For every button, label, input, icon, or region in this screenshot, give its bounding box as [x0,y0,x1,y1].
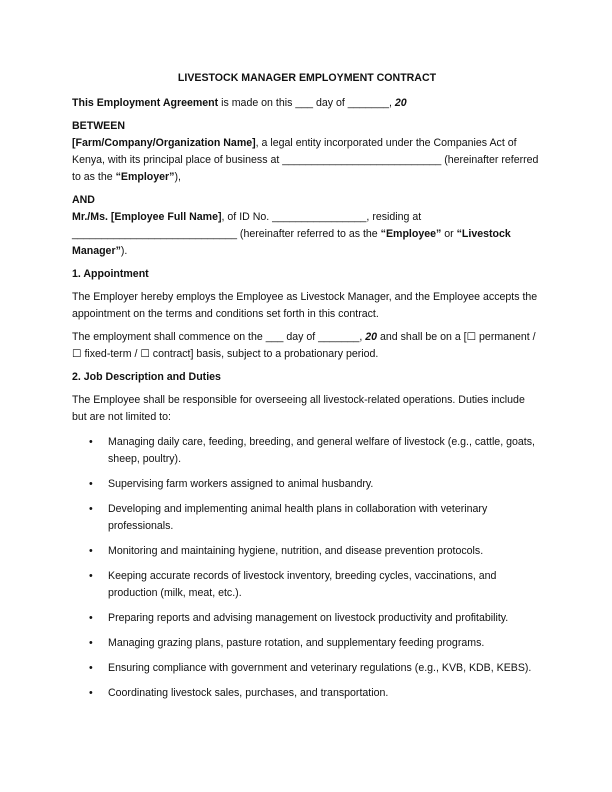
employee-name: Mr./Ms. [Employee Full Name] [72,211,222,223]
bullet-icon: • [89,503,93,515]
section-1-para-2 [72,329,542,363]
bullet-icon: • [89,570,93,582]
employee-text-1: , of ID No. ________________, residing at ____________________________ (hereinafter referred to as the [72,211,422,240]
list-item [72,635,542,652]
list-item [72,543,542,560]
duty-text: Monitoring and maintaining hygiene, nutrition, and disease prevention protocols. [108,545,484,557]
section-2-intro: The Employee shall be responsible for overseeing all livestock-related operations. Duties include but are not limited to: [72,394,525,423]
list-item [72,610,542,627]
between-heading: BETWEEN [72,120,125,132]
employee-defined-1: “Employee” [380,228,442,240]
section-1-para-1: The Employer hereby employs the Employee as Livestock Manager, and the Employee accepts the appointment on the terms and conditions set forth in this contract. [72,291,538,320]
duty-text: Supervising farm workers assigned to animal husbandry. [108,478,374,490]
duty-text: Managing daily care, feeding, breeding, and general welfare of livestock (e.g., cattle, goats, sheep, poultry). [108,436,535,465]
list-item [72,434,542,468]
employer-defined: “Employer” [115,171,175,183]
employee-text-3: ). [120,245,128,257]
employer-text-2: ), [174,171,181,183]
bullet-icon: • [89,436,93,448]
employee-paragraph [72,209,542,260]
intro-paragraph [72,95,542,112]
intro-year: 20 [394,97,407,109]
section-1-heading: 1. Appointment [72,268,149,280]
list-item [72,685,542,702]
document-title: LIVESTOCK MANAGER EMPLOYMENT CONTRACT [177,72,437,84]
bullet-icon: • [89,662,93,674]
employer-text-1: , a legal entity incorporated under the Companies Act of Kenya, with its principal place of business at ___________________________ (hereinafter referred to as the [72,137,539,183]
and-heading: AND [72,194,95,206]
employee-text-2: or [441,228,457,240]
bullet-icon: • [89,637,93,649]
intro-bold: This Employment Agreement [72,97,219,109]
bullet-icon: • [89,687,93,699]
duty-text: Ensuring compliance with government and veterinary regulations (e.g., KVB, KDB, KEBS). [108,662,532,674]
duty-text: Keeping accurate records of livestock inventory, breeding cycles, vaccinations, and production (milk, meat, etc.). [108,570,497,599]
bullet-icon: • [89,478,93,490]
duty-text: Preparing reports and advising management on livestock productivity and profitability. [108,612,509,624]
employee-defined-2: “Livestock Manager” [72,228,511,257]
duty-text: Coordinating livestock sales, purchases, and transportation. [108,687,389,699]
list-item [72,476,542,493]
section-1-para-2-b: and shall be on a [☐ permanent / ☐ fixed-term / ☐ contract] basis, subject to a probationary period. [72,331,536,360]
section-2-heading: 2. Job Description and Duties [72,371,221,383]
list-item [72,568,542,602]
bullet-icon: • [89,545,93,557]
list-item [72,501,542,535]
duty-text: Managing grazing plans, pasture rotation, and supplementary feeding programs. [108,637,485,649]
employer-paragraph [72,135,542,186]
duties-list [72,434,542,702]
section-1-year: 20 [365,331,378,343]
section-1-para-2-a: The employment shall commence on the ___ day of _______, [72,331,366,343]
bullet-icon: • [89,612,93,624]
list-item [72,660,542,677]
duty-text: Developing and implementing animal health plans in collaboration with veterinary professionals. [108,503,488,532]
intro-text: is made on this ___ day of _______, [218,97,395,109]
contract-page [72,70,542,710]
employer-name: [Farm/Company/Organization Name] [72,137,256,149]
